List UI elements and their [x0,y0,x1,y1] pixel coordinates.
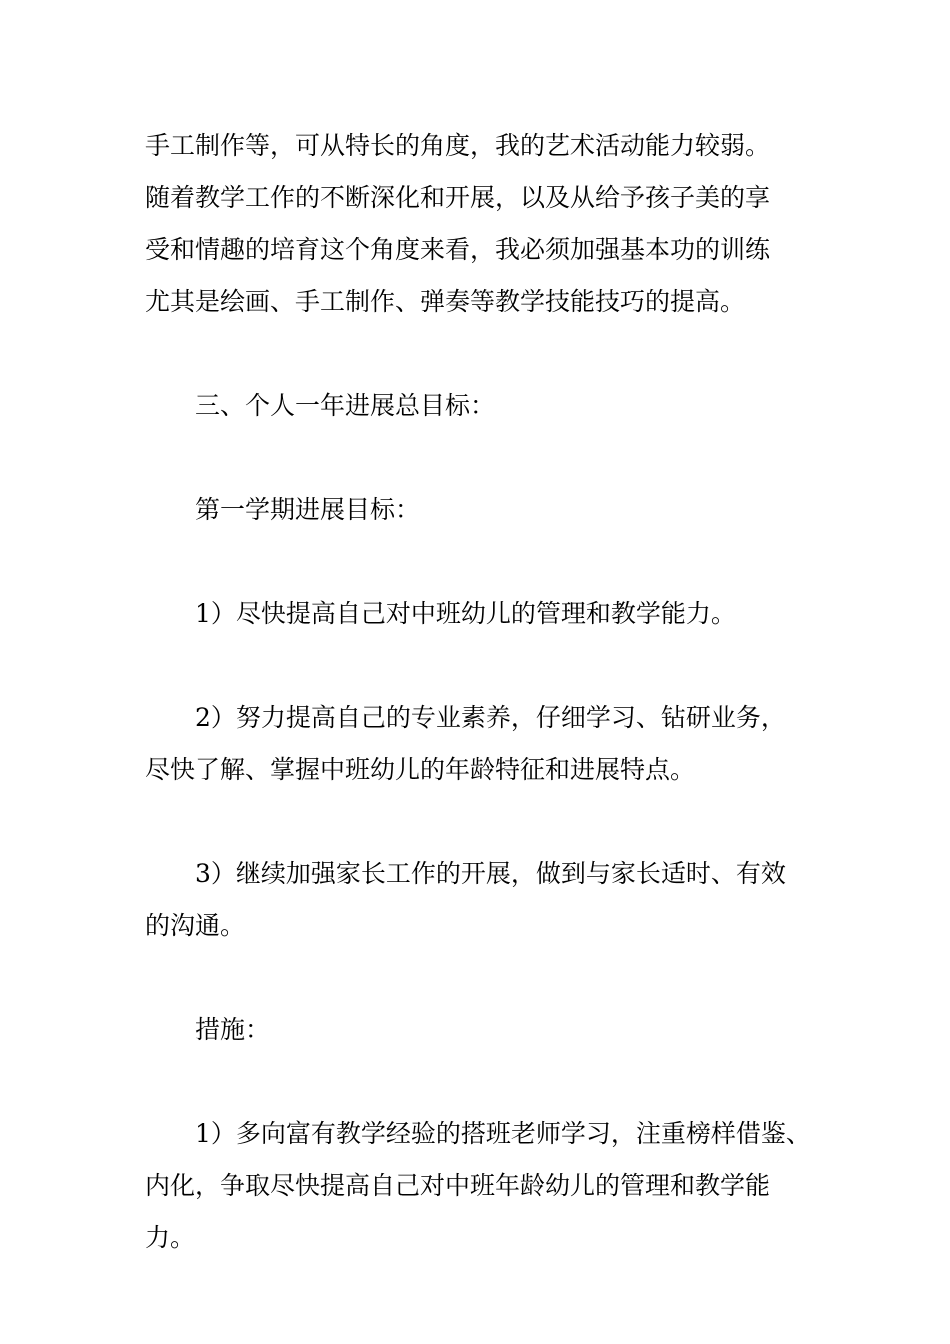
document-page [145,120,835,1264]
text-line: 1）尽快提高自己对中班幼儿的管理和教学能力。 [195,599,736,628]
paragraph-gap [145,796,835,848]
text-line: 手工制作等，可从特长的角度，我的艺术活动能力较弱。 [145,131,771,160]
text-line: 2）努力提高自己的专业素养，仔细学习、钻研业务， [195,703,786,732]
text-line: 三、个人一年进展总目标： [195,391,496,420]
goal-item-3 [145,848,835,952]
paragraph-gap [145,328,835,380]
text-line: 尽快了解、掌握中班幼儿的年龄特征和进展特点。 [145,755,696,784]
text-line: 随着教学工作的不断深化和开展，以及从给予孩子美的享 [145,183,771,212]
paragraph-gap [145,1056,835,1108]
text-line: 的沟通。 [145,911,246,940]
text-line: 第一学期进展目标： [195,495,421,524]
subheading-first-semester [145,484,835,536]
goal-item-1 [145,588,835,640]
text-line: 力。 [145,1223,196,1252]
text-line: 尤其是绘画、手工制作、弹奏等教学技能技巧的提高。 [145,287,746,316]
measure-item-1 [145,1108,835,1264]
goal-item-2 [145,692,835,796]
text-line: 3）继续加强家长工作的开展，做到与家长适时、有效 [195,859,786,888]
subheading-measures [145,1004,835,1056]
paragraph-gap [145,640,835,692]
text-line: 受和情趣的培育这个角度来看，我必须加强基本功的训练 [145,235,771,264]
section-heading-annual-goal [145,380,835,432]
paragraph-gap [145,952,835,1004]
text-line: 1）多向富有教学经验的搭班老师学习，注重榜样借鉴、 [195,1119,811,1148]
text-line: 措施： [195,1015,271,1044]
paragraph-gap [145,536,835,588]
paragraph-art-skills [145,120,835,328]
text-line: 内化，争取尽快提高自己对中班年龄幼儿的管理和教学能 [145,1171,771,1200]
paragraph-gap [145,432,835,484]
